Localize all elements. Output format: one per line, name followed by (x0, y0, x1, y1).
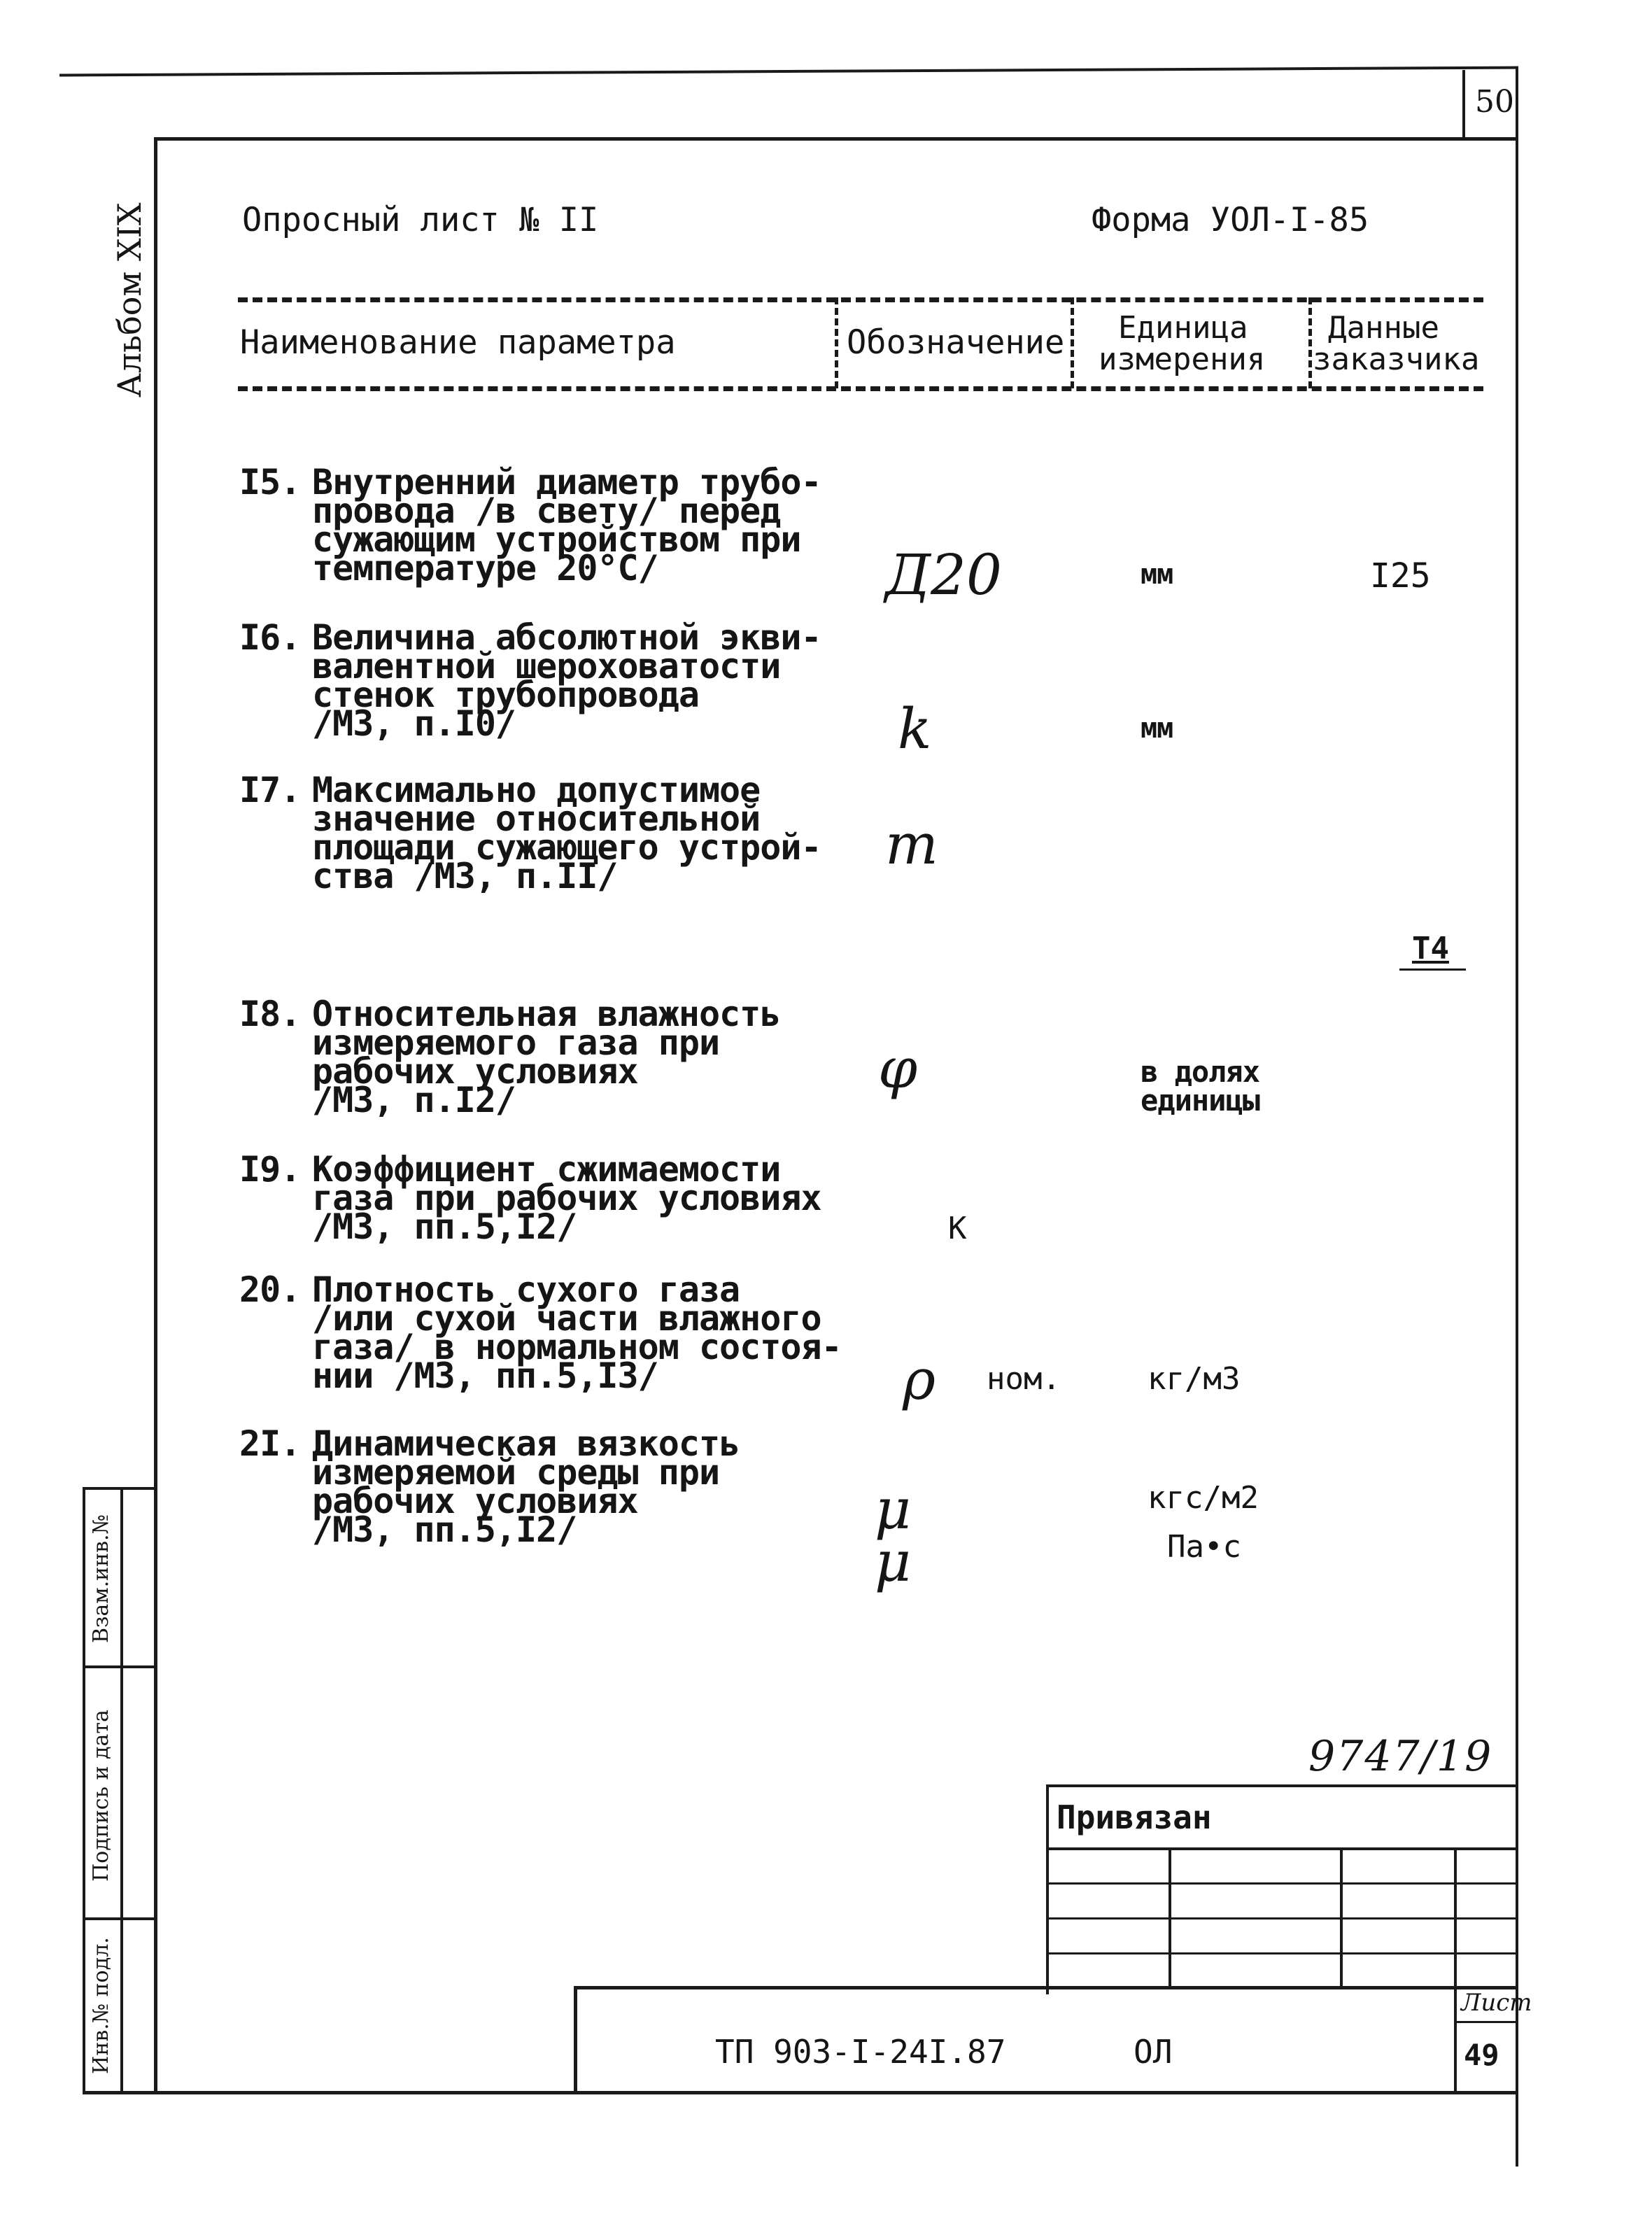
row-19-line2: газа при рабочих условиях (312, 1178, 821, 1218)
row-18-unit-line2: единицы (1141, 1083, 1260, 1118)
stamp-sheet-label: Лист (1461, 1989, 1532, 2017)
header-param-name: Наименование параметра (240, 323, 676, 362)
row-15-number: I5. (239, 462, 301, 502)
row-20-line4: нии /МЗ, пп.5,I3/ (312, 1355, 658, 1396)
page-number-box-right (1516, 67, 1518, 2167)
stamp-grid-h1 (1046, 1847, 1518, 1850)
row-20-line1: Плотность сухого газа (312, 1269, 740, 1310)
row-21-line1: Динамическая вязкость (312, 1423, 740, 1464)
row-15-value: I25 (1370, 556, 1431, 596)
row-18-line1: Относительная влажность (312, 994, 781, 1034)
row-21-symbol: μ (875, 1477, 911, 1542)
frame-bottom (84, 2091, 1518, 2094)
row-21-unit: кгс/м2 (1148, 1480, 1259, 1516)
row-15-symbol: Д20 (885, 542, 1002, 607)
stamp-sheet-divider (1454, 1986, 1457, 2094)
album-label: Альбом XIX (111, 202, 148, 397)
row-17-line3: площади сужающего устрой- (312, 827, 821, 868)
row-19-number: I9. (239, 1149, 301, 1190)
stamp-doc-type: ОЛ (1134, 2033, 1173, 2071)
row-18-line3: рабочих условиях (312, 1051, 638, 1092)
stamp-sheet-hline (1454, 2021, 1518, 2023)
row-18-number: I8. (239, 994, 301, 1034)
form-code: Форма УОЛ-I-85 (1092, 201, 1369, 239)
row-16-unit: мм (1141, 712, 1173, 745)
side-stamp-outer-left (83, 1487, 85, 2094)
side-stamp-h1 (83, 1665, 157, 1668)
row-19-line3: /МЗ, пп.5,I2/ (312, 1206, 577, 1247)
row-21-unit-2: Па•с (1167, 1529, 1241, 1565)
row-20-symbol-suffix: ном. (987, 1361, 1061, 1397)
stamp-doc-code: ТП 903-I-24I.87 (715, 2033, 1006, 2071)
row-17-symbol: m (885, 812, 938, 877)
handwritten-reference: 9747/19 (1308, 1732, 1493, 1781)
row-18-line4: /МЗ, п.I2/ (312, 1080, 516, 1120)
stamp-doc-left (574, 1986, 577, 2094)
header-top-dashes (238, 297, 1483, 302)
row-17-line4: ства /МЗ, п.II/ (312, 856, 618, 896)
stamp-attached-top (1046, 1784, 1518, 1787)
top-rule (59, 66, 1518, 77)
side-stamp-top (83, 1487, 157, 1490)
page-number-box-left (1462, 70, 1465, 140)
row-17-number: I7. (239, 770, 301, 810)
stamp-attached-label: Привязан (1057, 1798, 1212, 1836)
header-customer-line1: Данные (1328, 310, 1439, 346)
stamp-grid-v3 (1454, 1847, 1457, 1987)
sheet-marker: Т4 (1412, 931, 1449, 966)
row-16-symbol: k (898, 696, 932, 761)
stamp-grid-v2 (1340, 1847, 1343, 1987)
header-unit-line2: измерения (1099, 341, 1266, 377)
side-stamp-signature-date: Подпись и дата (89, 1710, 113, 1882)
header-divider-2 (1071, 297, 1074, 388)
row-17-line2: значение относительной (312, 798, 761, 839)
row-21-line3: рабочих условиях (312, 1481, 638, 1521)
sheet-marker-underline (1399, 968, 1466, 971)
stamp-grid-h3 (1046, 1917, 1518, 1920)
row-20-symbol: ρ (903, 1347, 936, 1412)
side-stamp-replace-inv: Взам.инв.№ (89, 1514, 113, 1643)
frame-top (155, 137, 1518, 141)
row-15-unit: мм (1141, 558, 1173, 591)
row-21-number: 2I. (239, 1423, 301, 1464)
row-16-line3: стенок трубопровода (312, 675, 699, 715)
row-15-line4: температуре 20°С/ (312, 548, 658, 589)
row-18-symbol: φ (878, 1036, 918, 1101)
header-bottom-dashes (238, 386, 1483, 391)
header-designation: Обозначение (847, 323, 1065, 362)
header-divider-1 (835, 297, 838, 388)
row-16-line4: /МЗ, п.I0/ (312, 703, 516, 744)
row-19-symbol: К (948, 1211, 967, 1246)
row-20-unit: кг/м3 (1148, 1361, 1241, 1397)
stamp-sheet-number: 49 (1464, 2038, 1499, 2072)
form-title: Опросный лист № II (242, 201, 599, 239)
row-18-unit-line1: в долях (1141, 1055, 1260, 1089)
stamp-grid-h2 (1046, 1882, 1518, 1885)
side-stamp-original-inv: Инв.№ подл. (89, 1937, 113, 2074)
row-20-line2: /или сухой части влажного (312, 1298, 821, 1339)
stamp-doc-top (574, 1986, 1518, 1989)
page-number: 50 (1475, 84, 1514, 120)
row-16-line2: валентной шероховатости (312, 646, 781, 686)
stamp-grid-v1 (1169, 1847, 1171, 1987)
row-15-line3: сужающим устройством при (312, 519, 801, 560)
row-21-line4: /МЗ, пп.5,I2/ (312, 1509, 577, 1550)
row-19-line1: Коэффициент сжимаемости (312, 1149, 781, 1190)
row-20-number: 20. (239, 1269, 301, 1310)
row-15-line2: провода /в свету/ перед (312, 491, 781, 531)
row-15-line1: Внутренний диаметр трубо- (312, 462, 821, 502)
row-20-line3: газа/ в нормальном состоя- (312, 1327, 842, 1367)
frame-left (154, 137, 157, 2094)
header-divider-3 (1308, 297, 1312, 388)
side-stamp-col-divider (120, 1487, 123, 2094)
header-customer-line2: заказчика (1313, 341, 1480, 377)
stamp-attached-left (1046, 1784, 1049, 1994)
row-17-line1: Максимально допустимое (312, 770, 761, 810)
row-21-line2: измеряемой среды при (312, 1452, 720, 1493)
row-18-line2: измеряемого газа при (312, 1022, 720, 1063)
row-16-line1: Величина абсолютной экви- (312, 617, 821, 658)
row-21-symbol-2: μ (875, 1529, 911, 1594)
row-16-number: I6. (239, 617, 301, 658)
header-unit-line1: Единица (1118, 310, 1248, 346)
stamp-grid-h4 (1046, 1952, 1518, 1954)
